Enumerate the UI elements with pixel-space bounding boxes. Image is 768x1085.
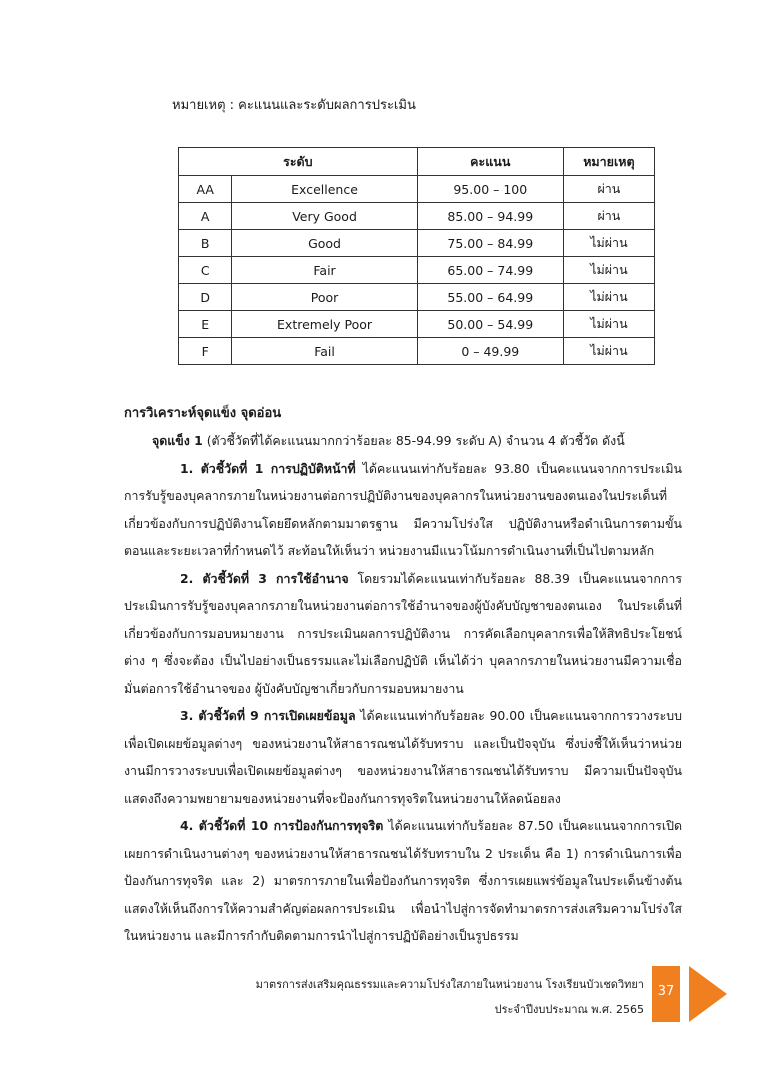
level-name: Excellence — [232, 176, 417, 203]
score-range: 50.00 – 54.99 — [417, 311, 563, 338]
level-code: D — [179, 284, 232, 311]
indicator-text: ได้คะแนนเท่ากับร้อยละ 93.80 เป็นคะแนนจากการประเมินการรับรู้ของบุคลากรภายในหน่วยงานต่อการปฏิบัติงานของบุคลากรในหน่วยงานของตนเองในประเด็นที่เกี่ยวข้องกับการปฏิบัติงานโดยยึดหลักตามมาตรฐาน มีความโปร่งใส ปฏิบัติงานหรือดำเนินการตามขั้นตอนและระยะเวลาที่กำหนดไว้ สะท้อนให้เห็นว่า หน่วยงานมีแนวโน้มการดำเนินงานที่เป็นไปตามหลัก — [124, 460, 683, 558]
table-row — [179, 284, 655, 311]
indicator-text: ได้คะแนนเท่ากับร้อยละ 87.50 เป็นคะแนนจากการเปิดเผยการดำเนินงานต่างๆ ของหน่วยงานให้สาธารณชนได้รับทราบใน 2 ประเด็น คือ 1) การดำเนินการเพื่อป้องกันการทุจริต และ 2) มาตรการภายในเพื่อป้องกันการทุจริต ซึ่งการเผยแพร่ข้อมูลในประเด็นข้างต้นแสดงให้เห็นถึงการให้ความสำคัญต่อผลการประเมิน เพื่อนำไปสู่การจัดทำมาตรการส่งเสริมความโปร่งใสในหน่วยงาน และมีการกำกับติดตามการนำไปสู่การปฏิบัติอย่างเป็นรูปธรรม — [124, 818, 682, 943]
level-code: B — [179, 230, 232, 257]
remark: ไม่ผ่าน — [563, 230, 654, 257]
indicator-heading: 1. ตัวชี้วัดที่ 1 การปฏิบัติหน้าที่ — [180, 460, 356, 476]
table-row — [179, 230, 655, 257]
indicator-text: ได้คะแนนเท่ากับร้อยละ 90.00 เป็นคะแนนจากการวางระบบเพื่อเปิดเผยข้อมูลต่างๆ ของหน่วยงานให้สาธารณชนได้รับทราบ และเป็นปัจจุบัน ซึ่งบ่งชี้ให้เห็นว่าหน่วยงานมีการวางระบบเพื่อเปิดเผยข้อมูลต่างๆ ของหน่วยงานให้สาธารณชนได้รับทราบ มีความเป็นปัจจุบัน แสดงถึงความพยายามของหน่วยงานที่จะป้องกันการทุจริตในหน่วยงานให้ลดน้อยลง — [124, 708, 682, 806]
score-range: 65.00 – 74.99 — [417, 257, 563, 284]
analysis-body — [124, 427, 682, 950]
remark: ไม่ผ่าน — [563, 284, 654, 311]
remark: ไม่ผ่าน — [563, 257, 654, 284]
score-range: 85.00 – 94.99 — [417, 203, 563, 230]
level-name: Good — [232, 230, 417, 257]
score-level-table — [178, 147, 655, 365]
remark: ผ่าน — [563, 203, 654, 230]
indicator-paragraph-3 — [124, 702, 682, 812]
remark: ไม่ผ่าน — [563, 338, 654, 365]
note-title: หมายเหตุ : คะแนนและระดับผลการประเมิน — [172, 98, 416, 113]
level-code: AA — [179, 176, 232, 203]
header-score: คะแนน — [417, 148, 563, 176]
score-range: 55.00 – 64.99 — [417, 284, 563, 311]
score-range: 0 – 49.99 — [417, 338, 563, 365]
level-code: E — [179, 311, 232, 338]
level-name: Fair — [232, 257, 417, 284]
level-name: Poor — [232, 284, 417, 311]
arrow-right-icon — [689, 966, 727, 1022]
strength-text: (ตัวชี้วัดที่ได้คะแนนมากกว่าร้อยละ 85-94.99 ระดับ A) จำนวน 4 ตัวชี้วัด ดังนี้ — [202, 433, 625, 448]
score-range: 95.00 – 100 — [417, 176, 563, 203]
strength-label: จุดแข็ง 1 — [152, 433, 203, 448]
indicator-heading: 3. ตัวชี้วัดที่ 9 การเปิดเผยข้อมูล — [180, 708, 356, 723]
indicator-heading: 2. ตัวชี้วัดที่ 3 การใช้อำนาจ — [180, 570, 349, 586]
remark: ผ่าน — [563, 176, 654, 203]
indicator-heading: 4. ตัวชี้วัดที่ 10 การป้องกันการทุจริต — [180, 818, 384, 833]
table-header-row — [179, 148, 655, 176]
level-name: Fail — [232, 338, 417, 365]
level-name: Extremely Poor — [232, 311, 417, 338]
table-row — [179, 338, 655, 365]
indicator-text: โดยรวมได้คะแนนเท่ากับร้อยละ 88.39 เป็นคะแนนจากการประเมินการรับรู้ของบุคลากรภายในหน่วยงานต่อการใช้อำนาจของผู้บังคับบัญชาของตนเอง ในประเด็นที่เกี่ยวข้องกับการมอบหมายงาน การประเมินผลการปฏิบัติงาน การคัดเลือกบุคลากรเพื่อให้สิทธิประโยชน์ต่าง ๆ ซึ่งจะต้อง เป็นไปอย่างเป็นธรรมและไม่เลือกปฏิบัติ เห็นได้ว่า บุคลากรภายในหน่วยงานมีความเชื่อมั่นต่อการใช้อำนาจของ ผู้บังคับบัญชาเกี่ยวกับการมอบหมายงาน — [124, 570, 682, 696]
table-row — [179, 257, 655, 284]
footer-fiscal-year: ประจำปีงบประมาณ พ.ศ. 2565 — [494, 1003, 644, 1016]
section-title: การวิเคราะห์จุดแข็ง จุดอ่อน — [124, 406, 282, 421]
indicator-paragraph-2 — [124, 565, 682, 703]
level-code: A — [179, 203, 232, 230]
level-name: Very Good — [232, 203, 417, 230]
indicator-paragraph-4 — [124, 812, 682, 950]
header-level: ระดับ — [179, 148, 418, 176]
page-number: 37 — [652, 966, 680, 1022]
remark: ไม่ผ่าน — [563, 311, 654, 338]
indicator-paragraph-1 — [124, 455, 682, 565]
header-remark: หมายเหตุ — [563, 148, 654, 176]
table-row — [179, 176, 655, 203]
footer-document-title: มาตรการส่งเสริมคุณธรรมและความโปร่งใสภายในหน่วยงาน โรงเรียนบัวเชดวิทยา — [255, 978, 644, 991]
table-row — [179, 311, 655, 338]
table-row — [179, 203, 655, 230]
score-range: 75.00 – 84.99 — [417, 230, 563, 257]
level-code: F — [179, 338, 232, 365]
level-code: C — [179, 257, 232, 284]
strength-paragraph — [124, 427, 682, 455]
